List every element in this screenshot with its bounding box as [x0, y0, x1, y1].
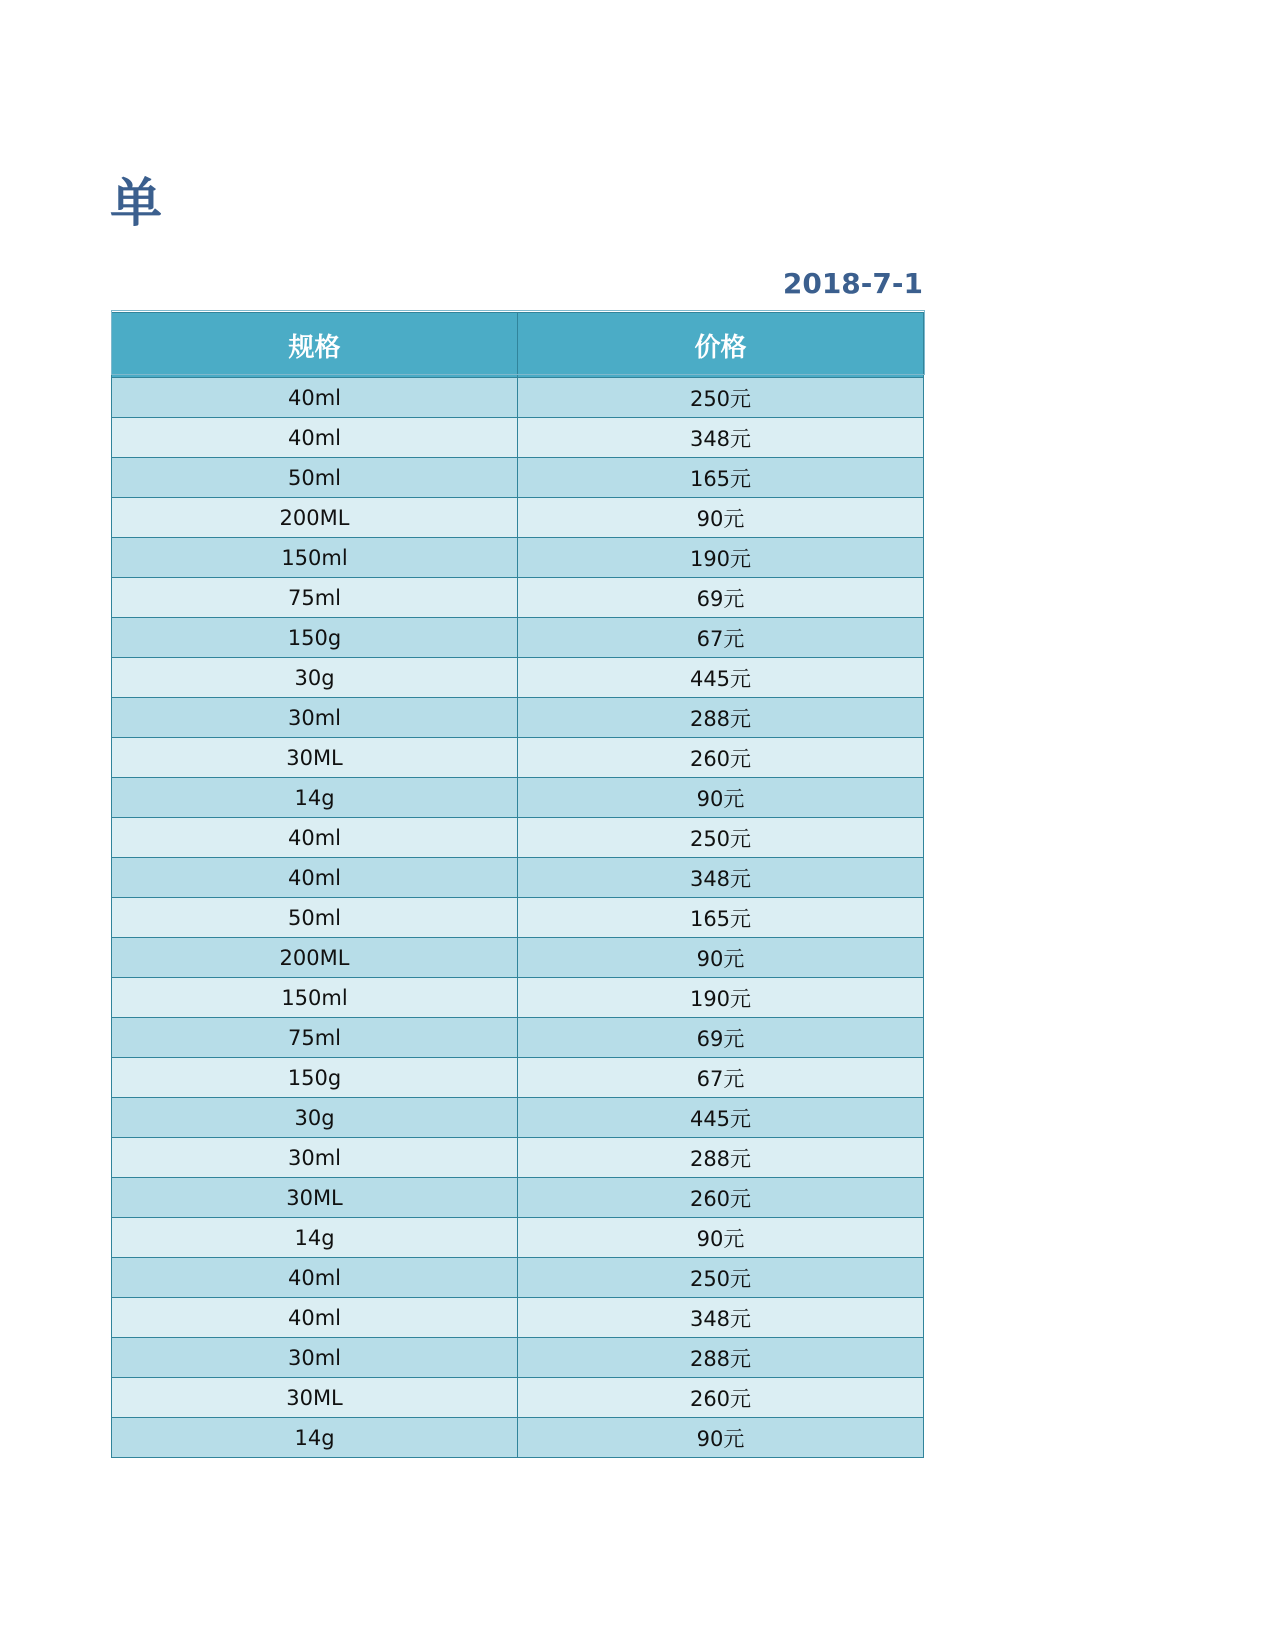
cell-price: 69元	[518, 1018, 924, 1058]
table-row	[112, 1218, 924, 1258]
cell-price: 260元	[518, 738, 924, 778]
cell-spec: 40ml	[112, 818, 518, 858]
table-row	[112, 1378, 924, 1418]
table-row	[112, 418, 924, 458]
cell-price: 260元	[518, 1178, 924, 1218]
table-row	[112, 778, 924, 818]
table-body	[112, 378, 924, 1458]
table-row	[112, 1338, 924, 1378]
cell-price: 445元	[518, 1098, 924, 1138]
table-row	[112, 538, 924, 578]
cell-spec: 150g	[112, 618, 518, 658]
cell-price: 348元	[518, 418, 924, 458]
cell-spec: 40ml	[112, 378, 518, 418]
cell-spec: 30g	[112, 658, 518, 698]
cell-price: 90元	[518, 498, 924, 538]
cell-spec: 150g	[112, 1058, 518, 1098]
cell-spec: 40ml	[112, 1298, 518, 1338]
cell-price: 90元	[518, 938, 924, 978]
cell-price: 165元	[518, 898, 924, 938]
table-row	[112, 818, 924, 858]
cell-spec: 40ml	[112, 418, 518, 458]
cell-price: 288元	[518, 1138, 924, 1178]
table-row	[112, 498, 924, 538]
cell-spec: 30ML	[112, 1178, 518, 1218]
cell-price: 90元	[518, 1418, 924, 1458]
table-row	[112, 698, 924, 738]
table-header-row	[112, 313, 924, 378]
cell-spec: 30ML	[112, 738, 518, 778]
price-table	[111, 312, 924, 1458]
cell-price: 260元	[518, 1378, 924, 1418]
cell-spec: 30ml	[112, 1338, 518, 1378]
cell-spec: 30g	[112, 1098, 518, 1138]
cell-spec: 150ml	[112, 978, 518, 1018]
cell-spec: 75ml	[112, 578, 518, 618]
table-row	[112, 938, 924, 978]
table-row	[112, 458, 924, 498]
table-row	[112, 1138, 924, 1178]
cell-spec: 14g	[112, 778, 518, 818]
table-row	[112, 738, 924, 778]
cell-spec: 30ML	[112, 1378, 518, 1418]
cell-price: 67元	[518, 618, 924, 658]
document-date: 2018-7-1	[782, 267, 923, 300]
table-row	[112, 1098, 924, 1138]
header-price: 价格	[518, 313, 924, 378]
table-row	[112, 378, 924, 418]
cell-spec: 150ml	[112, 538, 518, 578]
cell-spec: 30ml	[112, 1138, 518, 1178]
table-row	[112, 578, 924, 618]
cell-price: 67元	[518, 1058, 924, 1098]
table-row	[112, 1058, 924, 1098]
table-row	[112, 898, 924, 938]
table-row	[112, 978, 924, 1018]
cell-price: 90元	[518, 1218, 924, 1258]
table-row	[112, 658, 924, 698]
cell-spec: 40ml	[112, 858, 518, 898]
cell-spec: 50ml	[112, 458, 518, 498]
cell-price: 90元	[518, 778, 924, 818]
cell-price: 165元	[518, 458, 924, 498]
table-row	[112, 858, 924, 898]
cell-price: 348元	[518, 1298, 924, 1338]
cell-spec: 50ml	[112, 898, 518, 938]
table-row	[112, 1178, 924, 1218]
cell-price: 190元	[518, 538, 924, 578]
table-row	[112, 1298, 924, 1338]
cell-price: 190元	[518, 978, 924, 1018]
cell-spec: 200ML	[112, 498, 518, 538]
cell-spec: 200ML	[112, 938, 518, 978]
page-title: 单	[110, 174, 163, 234]
cell-price: 288元	[518, 698, 924, 738]
cell-spec: 40ml	[112, 1258, 518, 1298]
table-row	[112, 618, 924, 658]
cell-price: 288元	[518, 1338, 924, 1378]
table-row	[112, 1258, 924, 1298]
cell-price: 250元	[518, 1258, 924, 1298]
cell-price: 348元	[518, 858, 924, 898]
cell-price: 250元	[518, 378, 924, 418]
table-row	[112, 1418, 924, 1458]
cell-price: 69元	[518, 578, 924, 618]
cell-spec: 14g	[112, 1218, 518, 1258]
table-row	[112, 1018, 924, 1058]
cell-price: 445元	[518, 658, 924, 698]
cell-spec: 30ml	[112, 698, 518, 738]
header-spec: 规格	[112, 313, 518, 378]
cell-price: 250元	[518, 818, 924, 858]
cell-spec: 14g	[112, 1418, 518, 1458]
cell-spec: 75ml	[112, 1018, 518, 1058]
